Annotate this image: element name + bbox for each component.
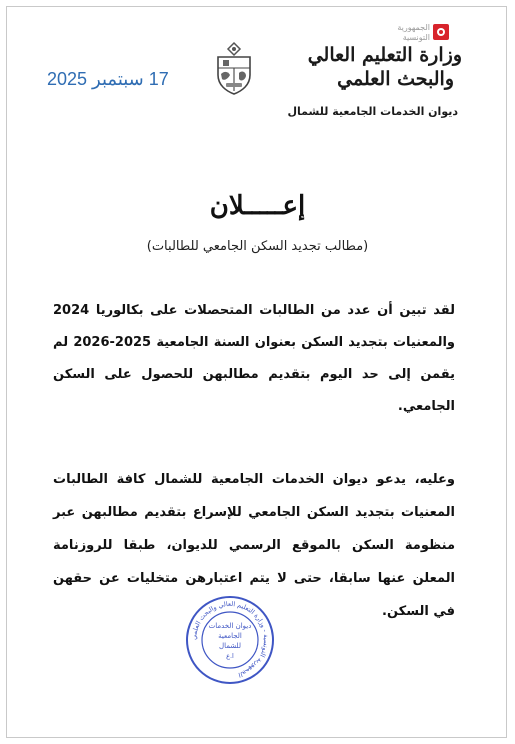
republic-label (397, 23, 430, 43)
tunisia-flag-icon (433, 24, 449, 40)
stamp-line-4: ا.ع (226, 652, 234, 660)
stamp-outer-text: الجمهورية التونسية - وزارة التعليم العالي والبحث العلمي (189, 599, 271, 679)
document-date: 17 سبتمبر 2025 (47, 69, 169, 89)
stamp-line-1: ديوان الخدمات (208, 622, 252, 630)
department-name: ديوان الخدمات الجامعية للشمال (287, 105, 458, 118)
ministry-name-line-2: والبحث العلمي (337, 68, 454, 90)
stamp-line-2: الجامعية (218, 632, 242, 640)
body-paragraph-2: وعليه، يدعو ديوان الخدمات الجامعية للشمال كافة الطالبات المعنيات بتجديد السكن الجامعي للإسراع بتقديم مطالبهن عبر منظومة السكن بالموقع الرسمي للديوان، طبقا للروزنامة المعلن عنها سابقا، حتى لا يتم اعتبارهن متخليات عن حقهن في السكن. (53, 472, 455, 619)
announcement-title: إعـــــلان (209, 191, 306, 221)
document-page (6, 6, 507, 738)
republic-line-2: التونسية (402, 33, 430, 42)
ministry-header (288, 43, 463, 118)
announcement-subtitle: (مطالب تجديد السكن الجامعي للطالبات) (146, 239, 369, 254)
body-paragraph-1: لقد تبين أن عدد من الطالبات المتحصلات على بكالوريا 2024 والمعنيات بتجديد السكن بعنوان السنة الجامعية 2025-2026 لم يقمن إلى حد اليوم بتقديم مطالبهن للحصول على السكن الجامعي. (53, 303, 455, 414)
republic-line-1: الجمهورية (397, 23, 430, 32)
tunisia-coat-of-arms-icon (212, 41, 256, 95)
stamp-line-3: للشمال (219, 642, 241, 650)
official-stamp (185, 595, 275, 685)
ministry-name-line-1: وزارة التعليم العالي (307, 44, 462, 66)
